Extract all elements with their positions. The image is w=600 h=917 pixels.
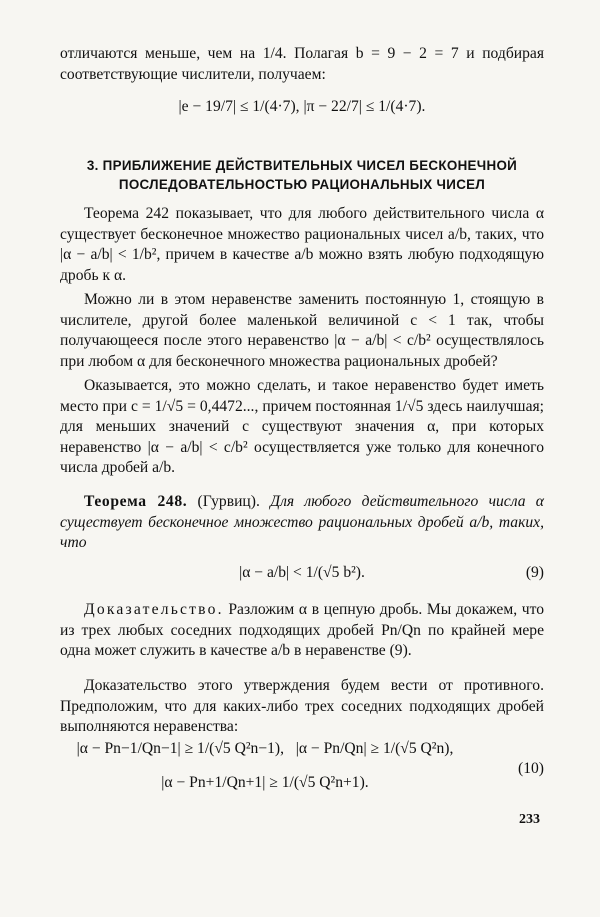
equation-10-number: (10)	[518, 760, 544, 777]
equation-10-line-2	[60, 772, 470, 794]
proof-paragraph	[60, 600, 544, 662]
equation-9-number: (9)	[525, 564, 544, 581]
theorem-label: Теорема 248.	[84, 493, 188, 510]
section-heading-line-2: ПОСЛЕДОВАТЕЛЬНОСТЬЮ РАЦИОНАЛЬНЫХ ЧИСЕЛ	[118, 177, 486, 192]
page-number: 233	[519, 812, 540, 827]
equation-10-part-a: |α − Pn−1/Qn−1| ≥ 1/(√5 Q²n−1),	[76, 740, 285, 757]
paragraph-theorem-242: Теорема 242 показывает, что для любого действительного числа α существует бесконечное множество рациональных чисел a/b, таких, что |α − a/b| < 1/b², причем в качестве a/b можно взять любую подходящую дробь к α.	[60, 205, 544, 284]
paragraph-replace-constant: Можно ли в этом неравенстве заменить постоянную 1, стоящую в числителе, другой более маленькой величиной c < 1 так, чтобы получающееся после этого неравенство |α − a/b| < c/b² осуществлялось при любом α для бесконечного множества рациональных дробей?	[60, 291, 544, 370]
theorem-statement: Для любого действительного числа α существует бесконечное множество рациональных дробей a/b, таких, что	[60, 493, 544, 552]
equation-10	[60, 738, 544, 808]
theorem-author: (Гурвиц).	[197, 493, 260, 510]
equation-9-body: |α − a/b| < 1/(√5 b²).	[239, 564, 365, 581]
section-heading-line-1: 3. ПРИБЛИЖЕНИЕ ДЕЙСТВИТЕЛЬНЫХ ЧИСЕЛ БЕСКОНЕЧНОЙ	[86, 158, 518, 173]
intro-equation: |e − 19/7| ≤ 1/(4·7), |π − 22/7| ≤ 1/(4·7).	[178, 98, 426, 115]
paragraph-contradiction: Доказательство этого утверждения будем вести от противного. Предположим, что для каких-либо трех соседних подходящих дробей выполняются неравенства:	[60, 677, 544, 736]
proof-label: Доказательство.	[84, 601, 224, 618]
equation-10-line-1	[60, 738, 470, 760]
equation-9	[60, 562, 544, 584]
proof-text: Разложим α в цепную дробь. Мы докажем, что из трех любых соседних подходящих дробей Pn/Qn по крайней мере одна может служить в качестве a/b в неравенстве (9).	[60, 601, 544, 660]
equation-10-part-c: |α − Pn+1/Qn+1| ≥ 1/(√5 Q²n+1).	[161, 774, 369, 791]
paragraph-best-constant: Оказывается, это можно сделать, и такое неравенство будет иметь место при c = 1/√5 = 0,4472..., причем постоянная 1/√5 здесь наилучшая; для меньших значений c существуют значения α, при которых неравенство |α − a/b| < c/b² осуществляется уже только для конечного числа дробей a/b.	[60, 377, 544, 477]
theorem-248	[60, 492, 544, 554]
intro-paragraph: отличаются меньше, чем на 1/4. Полагая b = 9 − 2 = 7 и подбирая соответствующие числители, получаем:	[60, 45, 544, 83]
equation-10-part-b: |α − Pn/Qn| ≥ 1/(√5 Q²n),	[295, 740, 454, 757]
